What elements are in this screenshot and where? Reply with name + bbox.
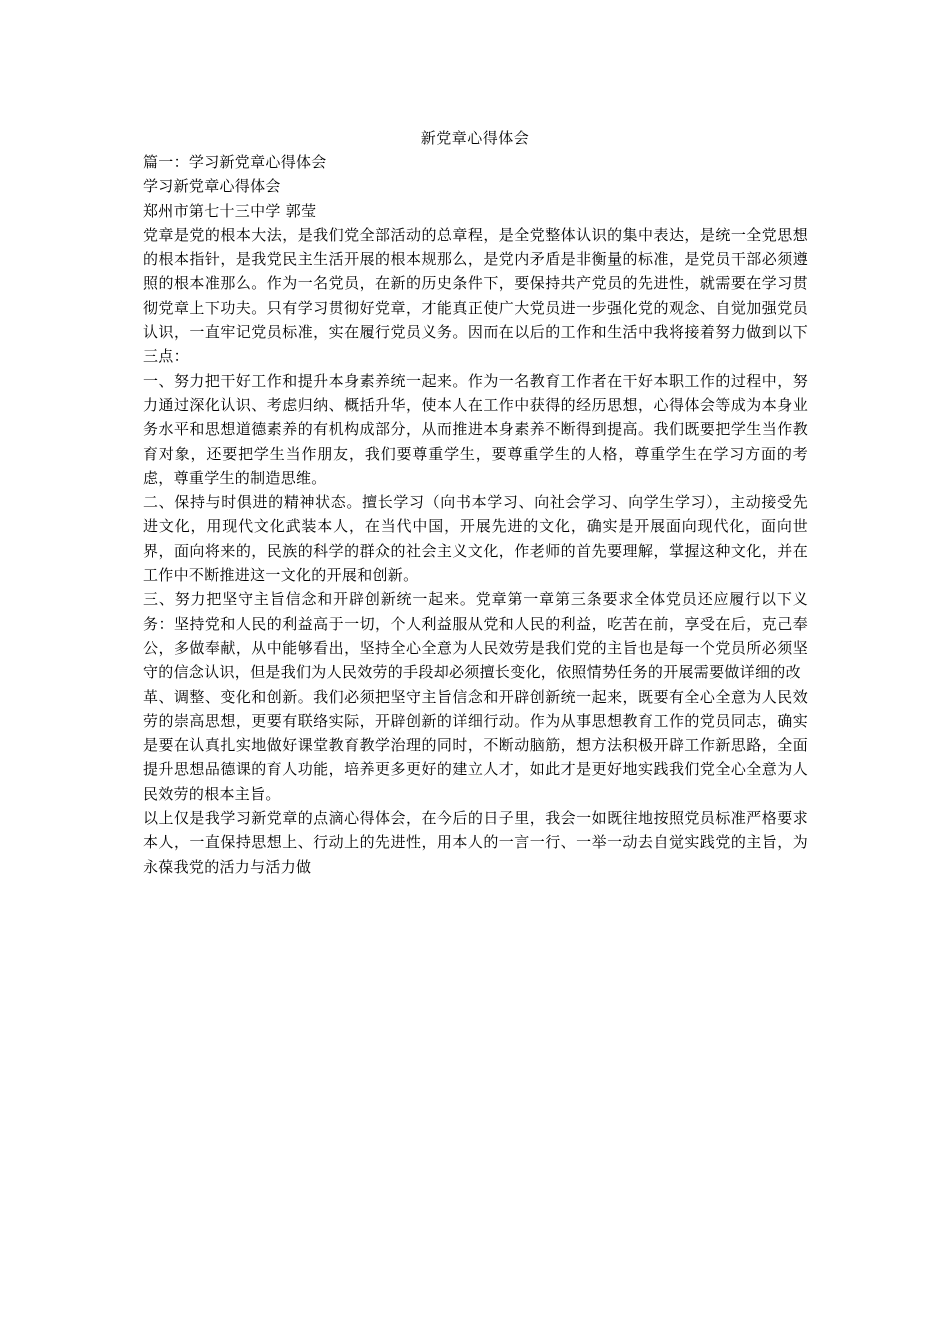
paragraph-point-three-continued: 革、调整、变化和创新。我们必须把坚守主旨信念和开辟创新统一起来，既要有全心全意为人民效劳的崇高思想，更要有联络实际，开辟创新的详细行动。作为从事思想教育工作的党员同志，确实是要在认真扎实地做好课堂教育教学治理的同时，不断动脑筋，想方法积极开辟工作新思路，全面提升思想品德课的育人功能，培养更多更好的建立人才，如此才是更好地实践我们党全心全意为人民效劳的根本主旨。 (143, 687, 808, 803)
document-title: 新党章心得体会 (420, 129, 530, 147)
paragraph-point-two: 二、保持与时俱进的精神状态。擅长学习（向书本学习、向社会学习、向学生学习），主动接受先进文化，用现代文化武装本人，在当代中国，开展先进的文化，确实是开展面向现代化，面向世界，面向将来的，民族的科学的群众的社会主义文化，作老师的首先要理解，掌握这种文化，并在工作中不断推进这一文化的开展和创新。 (143, 493, 808, 585)
paragraph-subtitle: 篇一：学习新党章心得体会 (143, 153, 327, 171)
paragraph-heading: 学习新党章心得体会 (143, 177, 281, 196)
paragraph-point-three: 三、努力把坚守主旨信念和开辟创新统一起来。党章第一章第三条要求全体党员还应履行以下义务：坚持党和人民的利益高于一切，个人利益服从党和人民的利益，吃苦在前，享受在后，克己奉公，多做奉献，从中能够看出，坚持全心全意为人民效劳是我们党的主旨也是每一个党员所必须坚守的信念认识，但是我们为人民效劳的手段却必须擅长变化，依照情势任务的开展需要做详细的改 (143, 590, 808, 682)
paragraph-author: 郑州市第七十三中学 郭莹 (143, 201, 317, 220)
document-body (143, 150, 808, 879)
paragraph-point-one: 一、努力把干好工作和提升本身素养统一起来。作为一名教育工作者在干好本职工作的过程中，努力通过深化认识、考虑归纳、概括升华，使本人在工作中获得的经历思想，心得体会等成为本身业务水平和思想道德素养的有机构成部分，从而推进本身素养不断得到提高。我们既要把学生当作教育对象，还要把学生当作朋友，我们要尊重学生，要尊重学生的人格，尊重学生在学习方面的考虑，尊重学生的制造思维。 (143, 371, 808, 487)
paragraph-intro: 党章是党的根本大法，是我们党全部活动的总章程，是全党整体认识的集中表达，是统一全党思想的根本指针，是我党民主生活开展的根本规那么，是党内矛盾是非衡量的标准，是党员干部必须遵照的根本准那么。作为一名党员，在新的历史条件下，要保持共产党员的先进性，就需要在学习贯彻党章上下功夫。只有学习贯彻好党章，才能真正使广大党员进一步强化党的观念、自觉加强党员认识，一直牢记党员标准，实在履行党员义务。因而在以后的工作和生活中我将接着努力做到以下三点： (143, 225, 808, 366)
paragraph-conclusion: 以上仅是我学习新党章的点滴心得体会，在今后的日子里，我会一如既往地按照党员标准严格要求本人，一直保持思想上、行动上的先进性，用本人的一言一行、一举一动去自觉实践党的主旨，为永葆我党的活力与活力做 (143, 809, 808, 876)
